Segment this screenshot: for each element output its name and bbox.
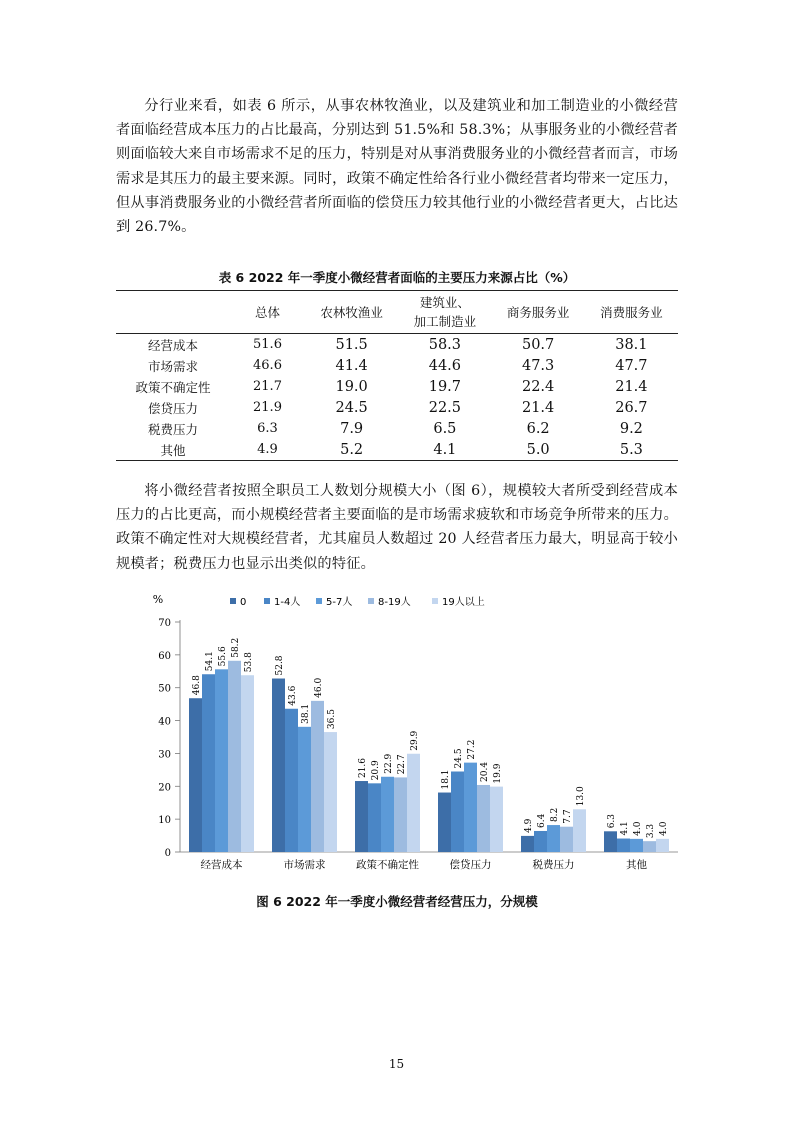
table-cell: 5.2 [305,439,398,461]
bar [438,793,451,852]
table-row [116,439,678,461]
bar [560,827,573,852]
bar-data-label: 22.7 [397,754,407,775]
bar-data-label: 22.9 [384,753,394,774]
table-cell: 58.3 [428,336,462,353]
y-tick-label: 30 [158,749,171,761]
bar-data-label: 4.1 [620,821,630,836]
bar [490,787,503,852]
bar-data-label: 13.0 [576,786,586,807]
table-cell: 21.4 [615,378,648,395]
paragraph-industry-analysis: 分行业来看，如表 6 所示，从事农林牧渔业，以及建筑业和加工制造业的小微经营者面临经营成本压力的占比最高，分别达到 51.5%和 58.3%；从事服务业的小微经营者则面临较大来自市场需求不足的压力，特别是对从事消费服务业的小微经营者而言，市场需求是其压力的最主要来源。同时，政策不确定性给各行业小微经营者均带来一定压力，但从事消费服务业的小微经营者所面临的偿贷压力较其他行业的小微经营者更大，占比达到 26.7%。 [116,98,678,236]
bar [547,825,560,852]
header-consumer-services: 消费服务业 [600,304,663,320]
table-cell: 22.4 [521,378,555,395]
bar [202,674,215,852]
bar [477,785,490,852]
header-agriculture: 农林牧渔业 [320,304,383,320]
row-label: 经营成本 [147,337,198,353]
y-tick-label: 40 [158,716,171,728]
bar [368,783,381,852]
bar-data-label: 58.2 [231,637,241,658]
table-cell: 5.3 [585,439,678,461]
y-tick-label: 50 [158,683,171,695]
table-cell: 9.2 [619,420,643,437]
header-empty [116,291,230,334]
bar-data-label: 6.4 [537,813,547,828]
paragraph-size-analysis: 将小微经营者按照全职员工人数划分规模大小（图 6），规模较大者所受到经营成本压力的占比更高，而小规模经营者主要面临的是市场需求疲软和市场竞争所带来的压力。政策不确定性对大规模经营者，尤其雇员人数超过 20 人经营者压力最大，明显高于较小规模者；税费压力也显示出类似的特征。 [116,483,678,572]
legend-label: 0 [240,597,247,608]
x-tick-label: 偿贷压力 [449,859,492,871]
bar-data-label: 20.9 [371,760,381,781]
bar [241,675,254,852]
bar-data-label: 4.0 [633,821,643,836]
table-cell: 7.9 [340,420,364,437]
table-row [116,418,678,439]
bar-data-label: 21.6 [358,757,368,779]
legend-swatch [368,598,374,604]
header-construction-line2: 加工制造业 [413,314,477,329]
bar-data-label: 43.6 [288,685,298,706]
bar-data-label: 27.2 [467,739,477,760]
legend-label: 5-7人 [326,597,353,608]
bar-data-label: 24.5 [454,748,464,769]
table-cell: 47.3 [521,357,555,374]
legend-swatch [264,598,270,604]
table-cell: 4.9 [230,439,305,461]
table-cell: 19.0 [335,378,368,395]
y-tick-label: 70 [158,618,171,629]
table-caption: 表 6 2022 年一季度小微经营者面临的主要压力来源占比（%） [218,270,576,285]
bar [381,777,394,852]
bar [464,763,477,852]
bar-data-label: 4.9 [524,818,534,833]
x-tick-label: 政策不确定性 [356,859,419,871]
legend-label: 1-4人 [274,597,301,608]
table-cell: 21.9 [253,400,282,415]
bar [324,732,337,852]
bar [630,839,643,852]
header-total: 总体 [254,304,280,320]
table-cell: 6.2 [526,420,550,437]
bar-data-label: 19.9 [493,763,503,784]
bar [407,754,420,852]
y-tick-label: 20 [158,782,171,794]
table-header-row [116,291,678,334]
table-cell: 26.7 [615,399,648,416]
bar [355,781,368,852]
bar-data-label: 38.1 [301,703,311,724]
bar-data-label: 46.8 [192,675,202,696]
bar [285,709,298,852]
legend-label: 8-19人 [378,597,411,608]
bar-data-label: 36.5 [327,709,337,730]
bar [228,661,241,852]
table-cell: 50.7 [521,336,555,353]
row-label: 偿贷压力 [147,400,198,416]
bar [215,669,228,852]
x-tick-label: 其他 [626,859,647,871]
y-axis-label: % [152,593,164,606]
bar [298,727,311,852]
bar [189,698,202,852]
table-row [116,397,678,418]
row-label: 市场需求 [147,358,198,374]
bar [643,841,656,852]
legend-swatch [230,598,236,604]
table-cell: 38.1 [615,336,648,353]
bar-data-label: 52.8 [275,655,285,676]
table-row [116,334,678,356]
table-cell: 41.4 [335,357,368,374]
x-tick-label: 税费压力 [532,859,575,871]
bar-data-label: 46.0 [314,677,324,698]
bar-data-label: 4.0 [659,821,669,836]
legend-label: 19人以上 [442,597,485,608]
bar-data-label: 54.1 [205,651,215,672]
table-cell: 46.6 [253,358,282,373]
table-cell: 6.3 [257,421,278,436]
size-pressure-bar-chart [120,590,680,880]
table-cell: 21.4 [521,399,555,416]
bar [617,839,630,852]
row-label: 政策不确定性 [135,379,211,395]
bar-data-label: 18.1 [441,769,451,790]
header-business-services: 商务服务业 [506,304,570,320]
bar-data-label: 7.7 [563,809,573,824]
header-construction-manufacturing [398,291,491,334]
legend-swatch [316,598,322,604]
figure-caption: 图 6 2022 年一季度小微经营者经营压力，分规模 [256,894,538,909]
bar-data-label: 3.3 [646,823,656,839]
bar-data-label: 29.9 [410,730,420,751]
table-cell: 4.1 [398,439,491,461]
table-cell: 24.5 [335,399,368,416]
table-cell: 51.5 [335,336,368,353]
bar [656,839,669,852]
table-cell: 44.6 [428,357,462,374]
header-construction-line1: 建筑业、 [419,295,470,310]
bar [451,772,464,853]
x-tick-label: 市场需求 [283,859,326,871]
row-label: 税费压力 [147,421,198,437]
y-tick-label: 60 [158,650,171,662]
x-tick-label: 经营成本 [200,859,243,871]
row-label: 其他 [116,439,230,461]
bar [534,831,547,852]
bar [272,679,285,852]
table-cell: 47.7 [615,357,648,374]
bar [604,831,617,852]
table-cell: 22.5 [428,399,462,416]
table-cell: 21.7 [253,379,282,394]
table-cell: 51.6 [253,337,282,352]
y-tick-label: 10 [158,815,171,827]
bar-data-label: 8.2 [550,807,560,823]
bar [311,701,324,852]
table-cell: 19.7 [428,378,462,395]
bar-data-label: 55.6 [218,646,228,667]
legend-swatch [432,598,438,604]
bar-data-label: 20.4 [480,761,490,782]
y-tick-label: 0 [164,848,171,859]
bar-data-label: 6.3 [607,813,617,829]
table-cell: 6.5 [433,420,457,437]
table-row [116,376,678,397]
bar-data-label: 53.8 [244,652,254,673]
table-row [116,355,678,376]
table-cell: 5.0 [492,439,585,461]
bar [521,836,534,852]
page-number: 15 [388,1057,405,1071]
pressure-source-table [116,290,678,461]
bar [573,809,586,852]
bar [394,777,407,852]
